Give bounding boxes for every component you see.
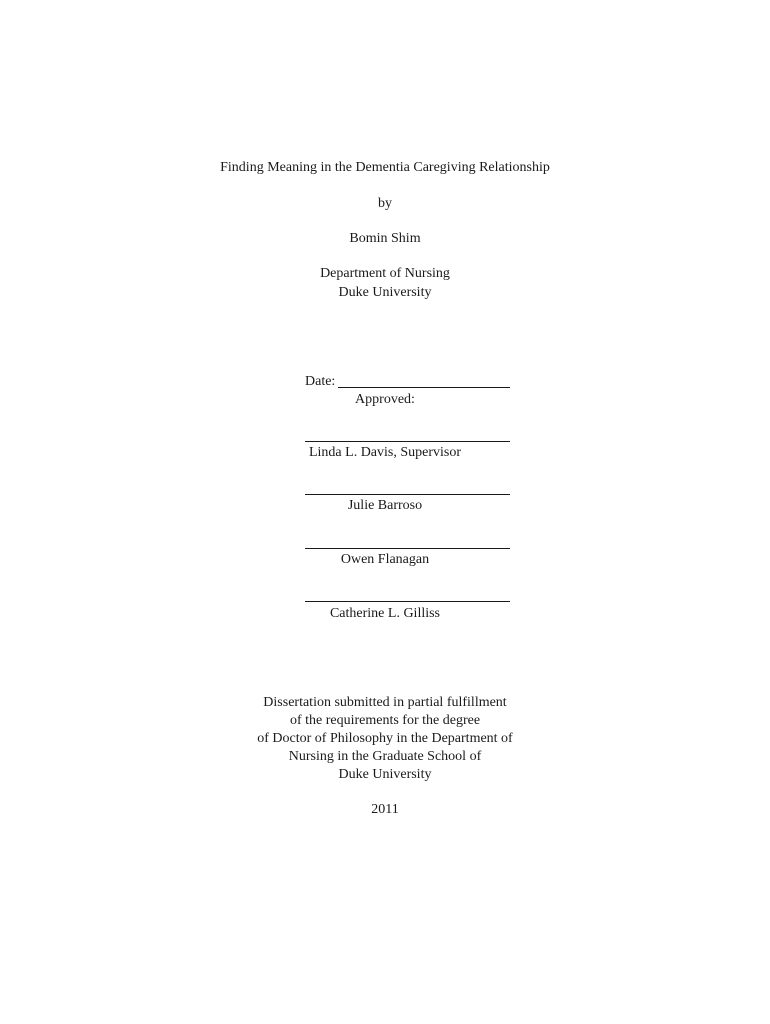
- degree-statement-line: Nursing in the Graduate School of: [288, 749, 482, 764]
- degree-statement-line: of Doctor of Philosophy in the Department of: [257, 731, 513, 746]
- degree-statement-line: of the requirements for the degree: [289, 713, 481, 728]
- committee-member: Julie Barroso: [347, 498, 423, 513]
- by-text: by: [378, 196, 392, 211]
- university-name: Duke University: [338, 285, 432, 300]
- date-label: Date:: [305, 374, 336, 389]
- date-underline: [338, 387, 510, 388]
- signature-line: [305, 601, 510, 602]
- author-name: Bomin Shim: [349, 231, 421, 246]
- committee-member-supervisor: Linda L. Davis, Supervisor: [308, 445, 462, 460]
- degree-statement-line: Duke University: [338, 767, 432, 782]
- committee-member: Owen Flanagan: [340, 552, 430, 567]
- committee-member: Catherine L. Gilliss: [329, 606, 441, 621]
- degree-statement-line: Dissertation submitted in partial fulfillment: [263, 695, 507, 710]
- signature-line: [305, 441, 510, 442]
- date-field: [305, 373, 515, 391]
- department-name: Department of Nursing: [320, 266, 450, 281]
- signature-line: [305, 494, 510, 495]
- approved-label: Approved:: [355, 392, 415, 407]
- submission-year: 2011: [371, 802, 399, 817]
- signature-line: [305, 548, 510, 549]
- dissertation-title: Finding Meaning in the Dementia Caregiving Relationship: [220, 160, 550, 175]
